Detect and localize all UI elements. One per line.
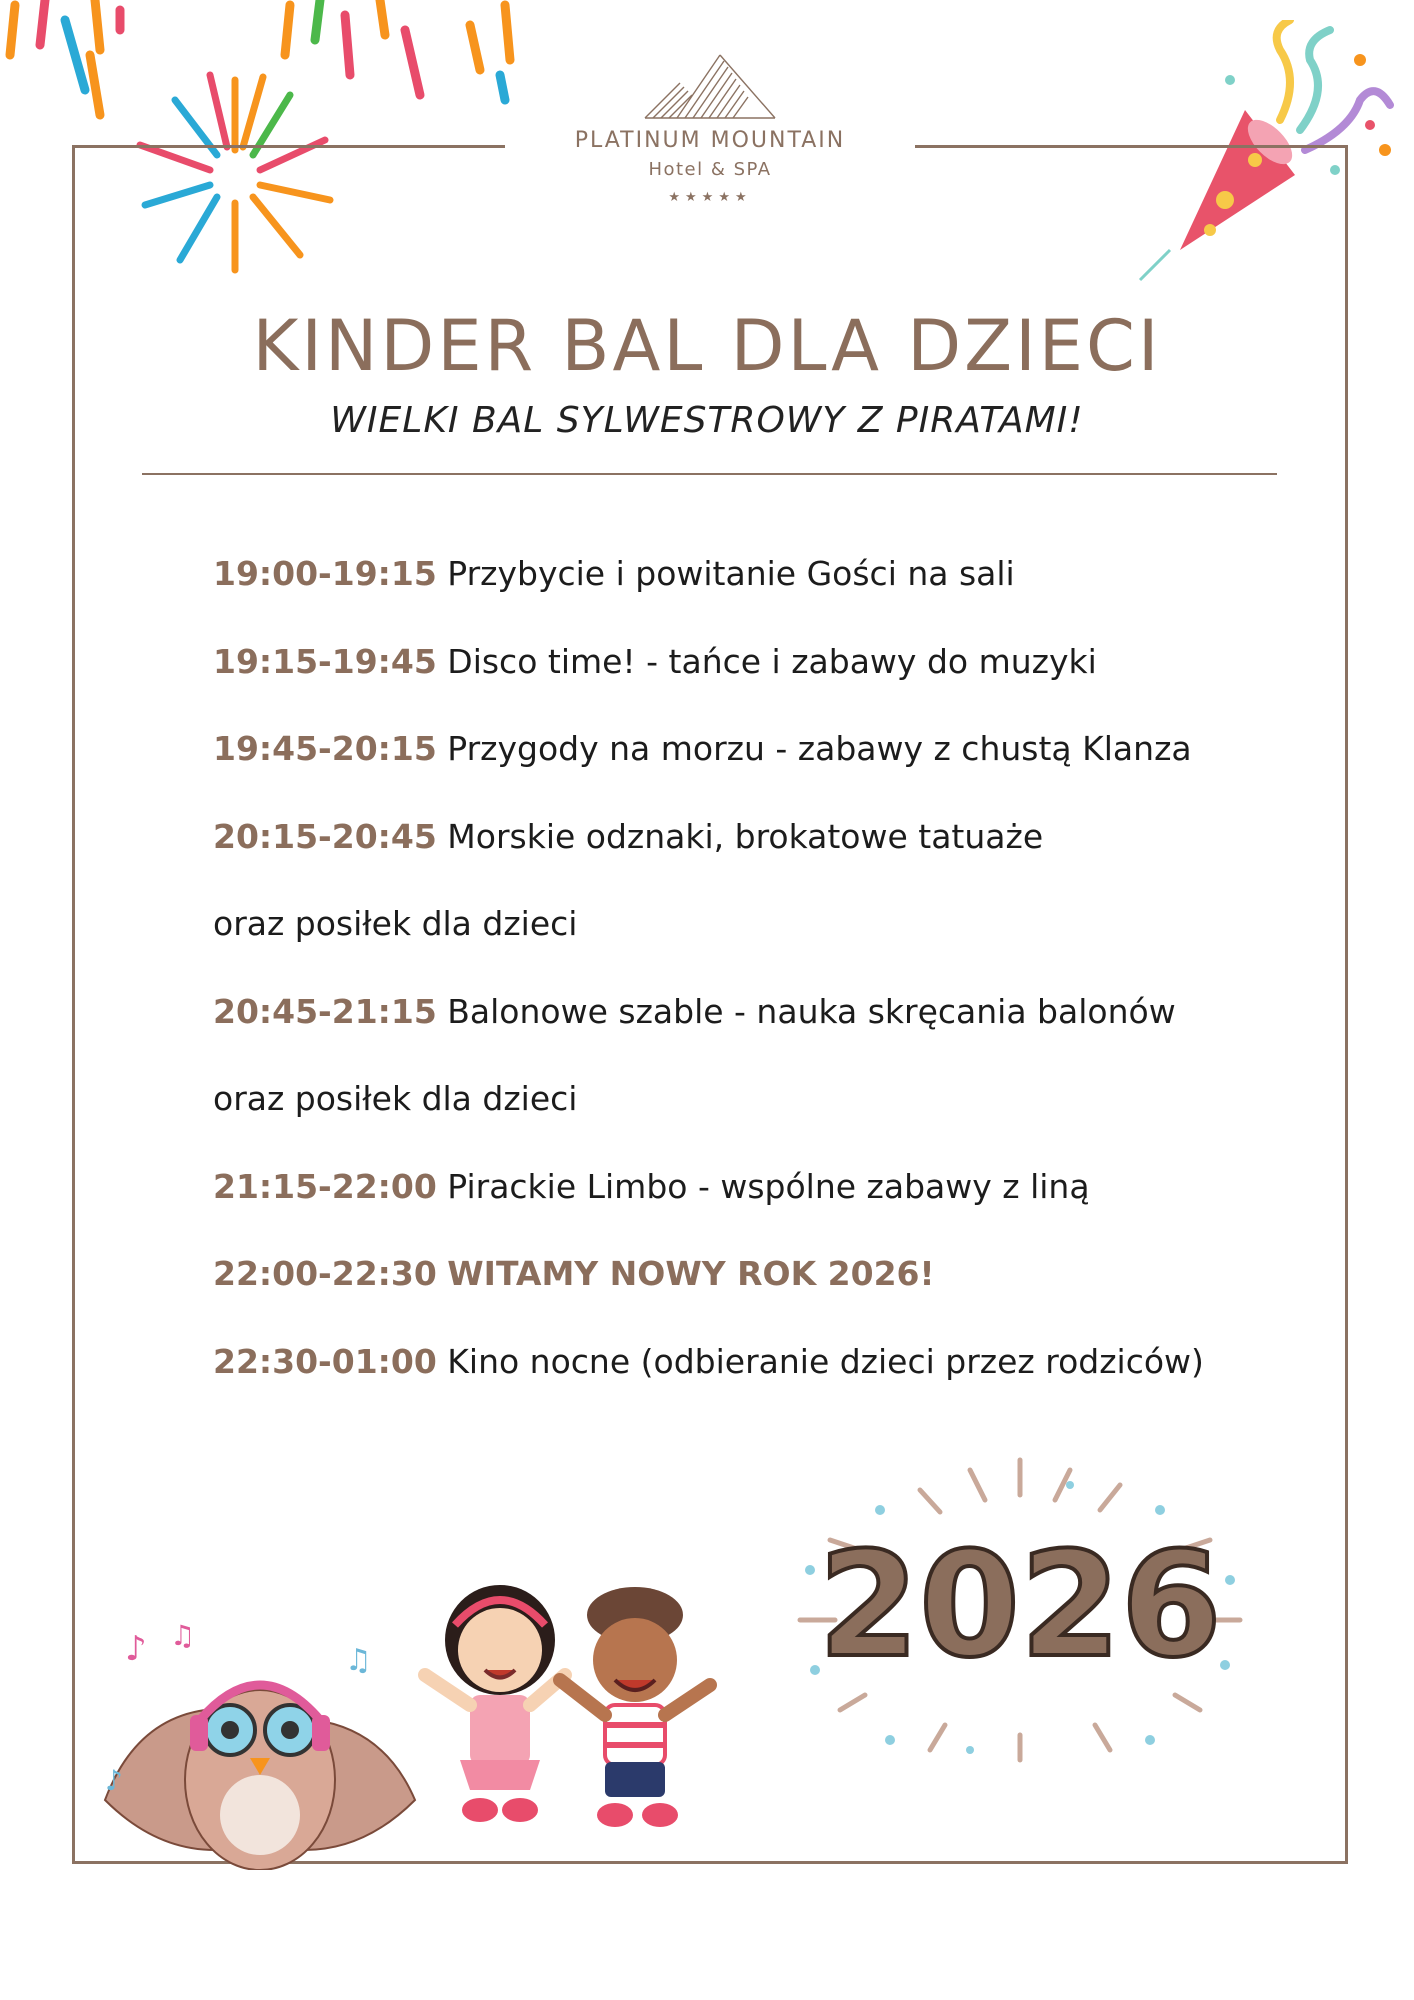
svg-text:♫: ♫ [170,1619,196,1652]
item-text: Przybycie i powitanie Gości na sali [447,554,1015,593]
list-item [213,1336,1293,1424]
item-time: 19:15-19:45 [213,641,437,681]
hotel-logo [560,50,860,205]
mountain-logo-icon [640,50,780,122]
list-item-continuation [213,898,1293,986]
item-text: WITAMY NOWY ROK 2026! [447,1254,935,1293]
item-text: Disco time! - tańce i zabawy do muzyki [447,641,1097,681]
kids-jumping-illustration [410,1570,740,1840]
item-text: Balonowe szable - nauka skręcania balonów [447,991,1176,1031]
item-time: 22:30-01:00 [213,1341,437,1381]
item-text: Morskie odznaki, brokatowe tatuaże [447,816,1044,856]
owl-headphones-illustration [95,1600,425,1870]
item-text: oraz posiłek dla dzieci [213,904,578,943]
list-item [213,723,1293,811]
svg-text:♪: ♪ [105,1764,123,1797]
divider [142,473,1277,475]
year-2026-art [770,1450,1270,1780]
item-time: 22:00-22:30 [213,1254,437,1293]
list-item-continuation [213,1073,1293,1161]
item-time: 19:45-20:15 [213,729,437,768]
list-item [213,548,1293,636]
page-title: KINDER BAL DLA DZIECI [252,305,1162,387]
item-text: Przygody na morzu - zabawy z chustą Klanza [447,729,1192,768]
item-time: 20:45-21:15 [213,991,437,1031]
year-text: 2026 [818,1521,1222,1690]
brand-stars: ★★★★★ [668,190,752,205]
brand-name: PLATINUM MOUNTAIN [574,128,846,153]
page-subtitle: WIELKI BAL SYLWESTROWY Z PIRATAMI! [330,400,1084,441]
item-time: 19:00-19:15 [213,554,437,593]
svg-text:♪: ♪ [125,1629,147,1669]
item-time: 21:15-22:00 [213,1166,437,1206]
item-time: 20:15-20:45 [213,816,437,856]
svg-text:♫: ♫ [345,1643,372,1678]
item-text: oraz posiłek dla dzieci [213,1079,578,1118]
brand-sub: Hotel & SPA [648,159,772,180]
list-item [213,986,1293,1074]
item-text: Pirackie Limbo - wspólne zabawy z liną [447,1166,1090,1206]
list-item [213,811,1293,899]
list-item [213,636,1293,724]
list-item [213,1161,1293,1249]
item-text: Kino nocne (odbieranie dzieci przez rodziców) [447,1341,1204,1381]
list-item-highlight [213,1248,1293,1336]
schedule-list [213,548,1293,1423]
